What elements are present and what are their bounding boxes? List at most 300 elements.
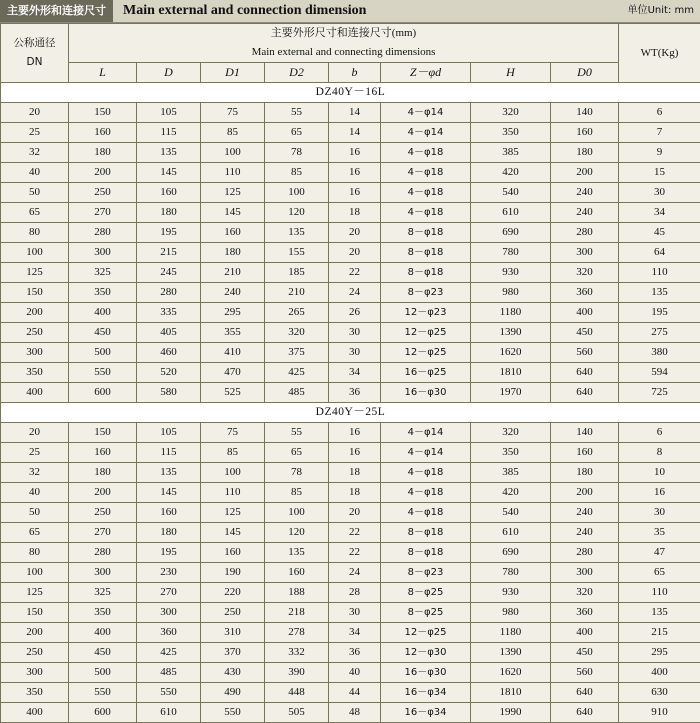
cell-d1: 110 — [201, 163, 265, 183]
cell-wt: 110 — [619, 583, 700, 603]
cell-d: 230 — [137, 563, 201, 583]
cell-zd: 4－φ18 — [381, 163, 471, 183]
col-header-d2: D2 — [265, 63, 329, 83]
cell-l: 150 — [69, 103, 137, 123]
cell-d: 245 — [137, 263, 201, 283]
cell-b: 24 — [329, 283, 381, 303]
cell-h: 540 — [471, 183, 551, 203]
cell-d2: 78 — [265, 463, 329, 483]
cell-b: 48 — [329, 703, 381, 723]
cell-d: 160 — [137, 503, 201, 523]
cell-b: 30 — [329, 343, 381, 363]
cell-l: 160 — [69, 443, 137, 463]
cell-d1: 160 — [201, 223, 265, 243]
cell-h: 320 — [471, 423, 551, 443]
table-row — [1, 363, 700, 383]
cell-h: 1810 — [471, 683, 551, 703]
cell-d0: 140 — [551, 423, 619, 443]
cell-wt: 135 — [619, 283, 700, 303]
table-row — [1, 583, 700, 603]
cell-d: 180 — [137, 523, 201, 543]
cell-dn: 65 — [1, 523, 69, 543]
cell-wt: 910 — [619, 703, 700, 723]
cell-zd: 8－φ18 — [381, 223, 471, 243]
cell-dn: 250 — [1, 643, 69, 663]
cell-d0: 180 — [551, 143, 619, 163]
cell-d2: 210 — [265, 283, 329, 303]
cell-b: 16 — [329, 443, 381, 463]
cell-dn: 400 — [1, 383, 69, 403]
cell-l: 270 — [69, 203, 137, 223]
table-row — [1, 483, 700, 503]
cell-d2: 160 — [265, 563, 329, 583]
cell-b: 20 — [329, 223, 381, 243]
cell-d0: 450 — [551, 323, 619, 343]
cell-zd: 4－φ14 — [381, 423, 471, 443]
page-title-cn: 主要外形和连接尺寸 — [0, 0, 113, 22]
cell-d0: 280 — [551, 223, 619, 243]
cell-d0: 320 — [551, 583, 619, 603]
table-row — [1, 323, 700, 343]
section-header-row — [1, 403, 700, 423]
cell-wt: 275 — [619, 323, 700, 343]
cell-wt: 34 — [619, 203, 700, 223]
cell-d: 195 — [137, 223, 201, 243]
cell-zd: 4－φ18 — [381, 463, 471, 483]
cell-d0: 240 — [551, 183, 619, 203]
cell-d1: 145 — [201, 523, 265, 543]
table-row — [1, 223, 700, 243]
cell-dn: 20 — [1, 103, 69, 123]
cell-d: 135 — [137, 143, 201, 163]
cell-l: 550 — [69, 363, 137, 383]
table-row — [1, 503, 700, 523]
cell-dn: 200 — [1, 623, 69, 643]
section-title: DZ40Y－16L — [1, 83, 700, 103]
cell-d0: 560 — [551, 663, 619, 683]
cell-d2: 135 — [265, 223, 329, 243]
cell-zd: 16－φ30 — [381, 663, 471, 683]
cell-dn: 40 — [1, 163, 69, 183]
cell-d2: 65 — [265, 123, 329, 143]
table-row — [1, 643, 700, 663]
cell-h: 350 — [471, 123, 551, 143]
cell-d2: 188 — [265, 583, 329, 603]
cell-d1: 310 — [201, 623, 265, 643]
table-row — [1, 243, 700, 263]
cell-d: 485 — [137, 663, 201, 683]
cell-b: 16 — [329, 423, 381, 443]
cell-zd: 4－φ14 — [381, 123, 471, 143]
cell-b: 26 — [329, 303, 381, 323]
cell-d0: 400 — [551, 303, 619, 323]
cell-dn: 100 — [1, 563, 69, 583]
cell-d: 460 — [137, 343, 201, 363]
cell-d0: 320 — [551, 263, 619, 283]
table-row — [1, 523, 700, 543]
cell-b: 22 — [329, 263, 381, 283]
cell-l: 280 — [69, 223, 137, 243]
cell-l: 500 — [69, 663, 137, 683]
table-row — [1, 463, 700, 483]
cell-l: 600 — [69, 383, 137, 403]
cell-wt: 35 — [619, 523, 700, 543]
cell-b: 34 — [329, 363, 381, 383]
section-title: DZ40Y－25L — [1, 403, 700, 423]
cell-zd: 8－φ18 — [381, 243, 471, 263]
cell-d: 135 — [137, 463, 201, 483]
cell-h: 540 — [471, 503, 551, 523]
cell-h: 690 — [471, 223, 551, 243]
cell-zd: 8－φ18 — [381, 543, 471, 563]
col-header-group-en: Main external and connecting dimensions — [69, 43, 618, 62]
cell-zd: 4－φ18 — [381, 183, 471, 203]
cell-dn: 80 — [1, 223, 69, 243]
cell-h: 980 — [471, 603, 551, 623]
cell-d: 335 — [137, 303, 201, 323]
cell-d0: 200 — [551, 483, 619, 503]
cell-l: 400 — [69, 623, 137, 643]
table-row — [1, 143, 700, 163]
cell-b: 22 — [329, 543, 381, 563]
cell-wt: 400 — [619, 663, 700, 683]
cell-dn: 400 — [1, 703, 69, 723]
cell-d2: 135 — [265, 543, 329, 563]
cell-zd: 4－φ14 — [381, 443, 471, 463]
cell-wt: 195 — [619, 303, 700, 323]
cell-d1: 110 — [201, 483, 265, 503]
cell-l: 200 — [69, 483, 137, 503]
table-head — [1, 24, 700, 83]
cell-d: 580 — [137, 383, 201, 403]
cell-d: 105 — [137, 103, 201, 123]
cell-dn: 80 — [1, 543, 69, 563]
cell-wt: 295 — [619, 643, 700, 663]
cell-d1: 470 — [201, 363, 265, 383]
cell-d2: 375 — [265, 343, 329, 363]
cell-d2: 185 — [265, 263, 329, 283]
cell-d1: 410 — [201, 343, 265, 363]
col-header-h: H — [471, 63, 551, 83]
cell-h: 320 — [471, 103, 551, 123]
cell-wt: 65 — [619, 563, 700, 583]
cell-d0: 160 — [551, 443, 619, 463]
cell-d0: 450 — [551, 643, 619, 663]
cell-dn: 50 — [1, 503, 69, 523]
cell-d0: 640 — [551, 703, 619, 723]
cell-l: 600 — [69, 703, 137, 723]
cell-wt: 8 — [619, 443, 700, 463]
cell-d0: 560 — [551, 343, 619, 363]
cell-d2: 78 — [265, 143, 329, 163]
cell-d0: 640 — [551, 383, 619, 403]
cell-h: 980 — [471, 283, 551, 303]
cell-d: 215 — [137, 243, 201, 263]
table-row — [1, 343, 700, 363]
table-row — [1, 423, 700, 443]
cell-d0: 360 — [551, 283, 619, 303]
cell-h: 385 — [471, 463, 551, 483]
cell-d: 105 — [137, 423, 201, 443]
cell-b: 36 — [329, 383, 381, 403]
table-row — [1, 563, 700, 583]
cell-l: 300 — [69, 563, 137, 583]
cell-d1: 250 — [201, 603, 265, 623]
cell-l: 450 — [69, 643, 137, 663]
cell-d0: 240 — [551, 203, 619, 223]
cell-d1: 100 — [201, 463, 265, 483]
cell-d2: 120 — [265, 523, 329, 543]
header-row-1 — [1, 24, 700, 63]
cell-d2: 278 — [265, 623, 329, 643]
col-header-d0: D0 — [551, 63, 619, 83]
cell-d2: 505 — [265, 703, 329, 723]
cell-l: 270 — [69, 523, 137, 543]
cell-wt: 15 — [619, 163, 700, 183]
cell-d: 195 — [137, 543, 201, 563]
cell-d2: 425 — [265, 363, 329, 383]
cell-dn: 65 — [1, 203, 69, 223]
cell-d: 145 — [137, 163, 201, 183]
cell-wt: 6 — [619, 423, 700, 443]
cell-zd: 16－φ34 — [381, 703, 471, 723]
cell-l: 350 — [69, 603, 137, 623]
cell-zd: 4－φ18 — [381, 483, 471, 503]
cell-d0: 240 — [551, 503, 619, 523]
cell-l: 450 — [69, 323, 137, 343]
cell-d: 425 — [137, 643, 201, 663]
cell-h: 610 — [471, 203, 551, 223]
cell-h: 1180 — [471, 623, 551, 643]
table-row — [1, 683, 700, 703]
table-row — [1, 303, 700, 323]
cell-wt: 135 — [619, 603, 700, 623]
cell-d1: 180 — [201, 243, 265, 263]
cell-d1: 210 — [201, 263, 265, 283]
table-row — [1, 183, 700, 203]
cell-dn: 300 — [1, 343, 69, 363]
cell-d: 550 — [137, 683, 201, 703]
cell-b: 30 — [329, 323, 381, 343]
cell-d0: 140 — [551, 103, 619, 123]
page-header — [0, 0, 700, 23]
cell-d1: 240 — [201, 283, 265, 303]
cell-b: 18 — [329, 463, 381, 483]
cell-d: 160 — [137, 183, 201, 203]
cell-d: 520 — [137, 363, 201, 383]
cell-d1: 190 — [201, 563, 265, 583]
table-row — [1, 283, 700, 303]
cell-d2: 155 — [265, 243, 329, 263]
cell-d2: 65 — [265, 443, 329, 463]
cell-zd: 8－φ25 — [381, 583, 471, 603]
cell-h: 1990 — [471, 703, 551, 723]
cell-l: 200 — [69, 163, 137, 183]
table-row — [1, 103, 700, 123]
cell-d0: 360 — [551, 603, 619, 623]
cell-dn: 20 — [1, 423, 69, 443]
cell-d1: 490 — [201, 683, 265, 703]
col-header-zd: Z－φd — [381, 63, 471, 83]
cell-d0: 400 — [551, 623, 619, 643]
cell-dn: 350 — [1, 683, 69, 703]
cell-h: 1810 — [471, 363, 551, 383]
cell-d2: 100 — [265, 503, 329, 523]
cell-h: 780 — [471, 243, 551, 263]
cell-d1: 295 — [201, 303, 265, 323]
cell-wt: 7 — [619, 123, 700, 143]
cell-wt: 30 — [619, 503, 700, 523]
cell-d: 280 — [137, 283, 201, 303]
cell-b: 44 — [329, 683, 381, 703]
cell-h: 1970 — [471, 383, 551, 403]
cell-d: 115 — [137, 123, 201, 143]
cell-d0: 640 — [551, 683, 619, 703]
cell-b: 20 — [329, 503, 381, 523]
cell-d1: 75 — [201, 423, 265, 443]
cell-d: 360 — [137, 623, 201, 643]
cell-l: 325 — [69, 263, 137, 283]
cell-d2: 55 — [265, 103, 329, 123]
cell-dn: 200 — [1, 303, 69, 323]
cell-d0: 240 — [551, 523, 619, 543]
col-header-weight: WT(Kg) — [619, 24, 700, 83]
cell-d0: 200 — [551, 163, 619, 183]
cell-d0: 180 — [551, 463, 619, 483]
table-row — [1, 263, 700, 283]
cell-d2: 120 — [265, 203, 329, 223]
cell-dn: 125 — [1, 583, 69, 603]
cell-h: 780 — [471, 563, 551, 583]
cell-h: 1390 — [471, 323, 551, 343]
col-header-d: D — [137, 63, 201, 83]
cell-d0: 300 — [551, 243, 619, 263]
cell-dn: 32 — [1, 143, 69, 163]
cell-wt: 64 — [619, 243, 700, 263]
cell-h: 690 — [471, 543, 551, 563]
cell-b: 24 — [329, 563, 381, 583]
cell-zd: 4－φ18 — [381, 503, 471, 523]
cell-zd: 8－φ18 — [381, 263, 471, 283]
col-header-d1: D1 — [201, 63, 265, 83]
col-header-group-cn: 主要外形尺寸和连接尺寸(mm) — [69, 24, 618, 43]
cell-zd: 4－φ18 — [381, 203, 471, 223]
cell-wt: 110 — [619, 263, 700, 283]
cell-h: 420 — [471, 483, 551, 503]
cell-zd: 12－φ25 — [381, 343, 471, 363]
cell-d1: 370 — [201, 643, 265, 663]
cell-h: 930 — [471, 583, 551, 603]
cell-d: 180 — [137, 203, 201, 223]
table-row — [1, 543, 700, 563]
cell-b: 14 — [329, 103, 381, 123]
cell-l: 150 — [69, 423, 137, 443]
cell-d0: 300 — [551, 563, 619, 583]
cell-h: 610 — [471, 523, 551, 543]
cell-l: 400 — [69, 303, 137, 323]
cell-b: 14 — [329, 123, 381, 143]
header-row-2 — [1, 63, 700, 83]
table-body — [1, 83, 700, 723]
cell-d2: 448 — [265, 683, 329, 703]
cell-b: 22 — [329, 523, 381, 543]
unit-label: 单位Unit: mm — [628, 0, 694, 22]
cell-h: 385 — [471, 143, 551, 163]
cell-dn: 350 — [1, 363, 69, 383]
cell-b: 28 — [329, 583, 381, 603]
cell-zd: 16－φ30 — [381, 383, 471, 403]
cell-wt: 9 — [619, 143, 700, 163]
cell-l: 350 — [69, 283, 137, 303]
cell-dn: 25 — [1, 123, 69, 143]
cell-wt: 215 — [619, 623, 700, 643]
cell-wt: 30 — [619, 183, 700, 203]
table-row — [1, 163, 700, 183]
cell-wt: 725 — [619, 383, 700, 403]
cell-d1: 125 — [201, 503, 265, 523]
col-header-group — [69, 24, 619, 63]
cell-dn: 300 — [1, 663, 69, 683]
cell-d2: 485 — [265, 383, 329, 403]
cell-zd: 12－φ25 — [381, 323, 471, 343]
cell-wt: 594 — [619, 363, 700, 383]
cell-wt: 16 — [619, 483, 700, 503]
cell-wt: 10 — [619, 463, 700, 483]
cell-h: 1620 — [471, 663, 551, 683]
cell-dn: 25 — [1, 443, 69, 463]
cell-dn: 150 — [1, 283, 69, 303]
cell-d: 610 — [137, 703, 201, 723]
cell-d1: 85 — [201, 123, 265, 143]
cell-b: 18 — [329, 483, 381, 503]
cell-d: 405 — [137, 323, 201, 343]
cell-d1: 430 — [201, 663, 265, 683]
cell-d: 300 — [137, 603, 201, 623]
col-header-dn-en: DN — [1, 53, 68, 72]
cell-zd: 8－φ23 — [381, 283, 471, 303]
cell-b: 30 — [329, 603, 381, 623]
cell-d2: 320 — [265, 323, 329, 343]
cell-d0: 280 — [551, 543, 619, 563]
dimensions-table — [0, 23, 700, 723]
cell-wt: 630 — [619, 683, 700, 703]
cell-d2: 218 — [265, 603, 329, 623]
cell-d1: 100 — [201, 143, 265, 163]
table-row — [1, 663, 700, 683]
cell-wt: 45 — [619, 223, 700, 243]
table-row — [1, 623, 700, 643]
table-row — [1, 123, 700, 143]
cell-l: 325 — [69, 583, 137, 603]
cell-d: 115 — [137, 443, 201, 463]
cell-d1: 125 — [201, 183, 265, 203]
cell-d0: 640 — [551, 363, 619, 383]
cell-dn: 50 — [1, 183, 69, 203]
cell-l: 180 — [69, 143, 137, 163]
cell-dn: 150 — [1, 603, 69, 623]
cell-zd: 12－φ25 — [381, 623, 471, 643]
cell-dn: 32 — [1, 463, 69, 483]
cell-h: 1390 — [471, 643, 551, 663]
cell-d1: 550 — [201, 703, 265, 723]
cell-dn: 40 — [1, 483, 69, 503]
cell-d0: 160 — [551, 123, 619, 143]
col-header-dn-cn: 公称通径 — [1, 34, 68, 53]
cell-dn: 100 — [1, 243, 69, 263]
cell-h: 1620 — [471, 343, 551, 363]
cell-d2: 390 — [265, 663, 329, 683]
section-header-row — [1, 83, 700, 103]
